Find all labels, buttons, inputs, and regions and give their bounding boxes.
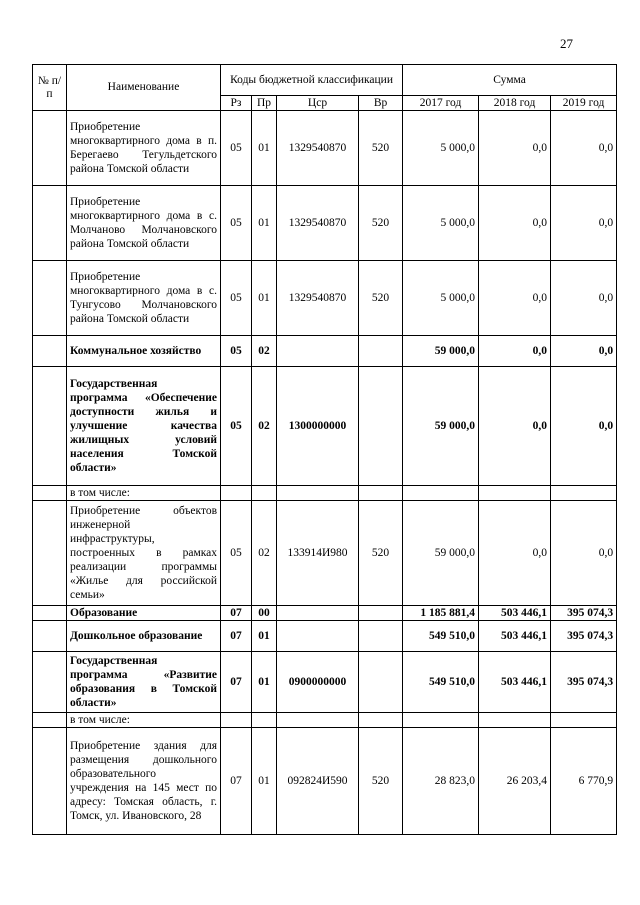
row-csr: 1300000000 (277, 367, 359, 486)
row-csr: 1329540870 (277, 261, 359, 336)
row-rz: 07 (221, 606, 252, 621)
row-sum-2019: 0,0 (551, 336, 617, 367)
row-rz: 05 (221, 186, 252, 261)
row-num (33, 713, 67, 728)
row-sum-2017 (403, 486, 479, 501)
row-name: Государственная программа «Обеспечение доступности жилья и улучшение качества жилищных условий населения Томской области» (67, 367, 221, 486)
row-pr: 01 (252, 111, 277, 186)
row-pr: 00 (252, 606, 277, 621)
table-row (33, 501, 617, 606)
row-pr: 01 (252, 261, 277, 336)
header-num: № п/п (33, 65, 67, 111)
row-num (33, 501, 67, 606)
row-num (33, 606, 67, 621)
row-sum-2019: 0,0 (551, 261, 617, 336)
header-2019: 2019 год (551, 96, 617, 111)
row-csr: 092824И590 (277, 728, 359, 835)
row-sum-2017: 5 000,0 (403, 186, 479, 261)
header-name: Наименование (67, 65, 221, 111)
row-sum-2018: 0,0 (479, 186, 551, 261)
row-csr (277, 336, 359, 367)
row-rz: 05 (221, 367, 252, 486)
page-number: 27 (560, 36, 573, 51)
row-sum-2019: 0,0 (551, 111, 617, 186)
row-rz: 07 (221, 652, 252, 713)
header-pr: Пр (252, 96, 277, 111)
table-row (33, 367, 617, 486)
row-num (33, 336, 67, 367)
row-sum-2017: 549 510,0 (403, 652, 479, 713)
row-name: Приобретение объектов инженерной инфраструктуры, построенных в рамках реализации программы «Жилье для российской семьи» (67, 501, 221, 606)
table-row (33, 652, 617, 713)
row-sum-2019: 395 074,3 (551, 652, 617, 713)
row-rz: 05 (221, 261, 252, 336)
budget-table (32, 64, 617, 835)
row-csr: 133914И980 (277, 501, 359, 606)
row-sum-2018: 0,0 (479, 111, 551, 186)
row-pr: 02 (252, 336, 277, 367)
row-sum-2018: 0,0 (479, 501, 551, 606)
row-sum-2019: 0,0 (551, 367, 617, 486)
row-vr (359, 336, 403, 367)
row-sum-2018 (479, 713, 551, 728)
row-sum-2018: 503 446,1 (479, 652, 551, 713)
row-vr: 520 (359, 728, 403, 835)
row-sum-2017: 549 510,0 (403, 621, 479, 652)
row-name: Приобретение многоквартирного дома в с. Тунгусово Молчановского района Томской области (67, 261, 221, 336)
row-num (33, 261, 67, 336)
row-csr (277, 606, 359, 621)
row-sum-2019: 0,0 (551, 186, 617, 261)
row-sum-2017: 5 000,0 (403, 111, 479, 186)
row-sum-2019: 0,0 (551, 501, 617, 606)
row-name: Приобретение многоквартирного дома в с. Молчаново Молчановского района Томской области (67, 186, 221, 261)
table-row (33, 621, 617, 652)
row-vr (359, 713, 403, 728)
row-sum-2017: 5 000,0 (403, 261, 479, 336)
row-vr: 520 (359, 186, 403, 261)
table-row (33, 111, 617, 186)
row-csr (277, 486, 359, 501)
row-sum-2018 (479, 486, 551, 501)
row-csr (277, 621, 359, 652)
row-name: Образование (67, 606, 221, 621)
row-pr: 02 (252, 367, 277, 486)
row-name: Государственная программа «Развитие образования в Томской области» (67, 652, 221, 713)
row-csr: 0900000000 (277, 652, 359, 713)
row-pr (252, 713, 277, 728)
row-vr (359, 652, 403, 713)
row-sum-2018: 503 446,1 (479, 606, 551, 621)
row-sum-2019: 395 074,3 (551, 621, 617, 652)
row-rz: 05 (221, 336, 252, 367)
row-name: Приобретение здания для размещения дошкольного образовательного учреждения на 145 мест по адресу: Томская область, г. Томск, ул. Ивановского, 28 (67, 728, 221, 835)
row-rz (221, 486, 252, 501)
row-vr: 520 (359, 501, 403, 606)
header-2018: 2018 год (479, 96, 551, 111)
row-sum-2018: 26 203,4 (479, 728, 551, 835)
row-sum-2018: 0,0 (479, 367, 551, 486)
row-num (33, 728, 67, 835)
row-num (33, 111, 67, 186)
row-sum-2017: 1 185 881,4 (403, 606, 479, 621)
row-vr (359, 367, 403, 486)
table-row (33, 486, 617, 501)
row-rz: 07 (221, 728, 252, 835)
row-vr (359, 606, 403, 621)
row-vr (359, 486, 403, 501)
row-name: Коммунальное хозяйство (67, 336, 221, 367)
row-sum-2017: 59 000,0 (403, 367, 479, 486)
row-sum-2018: 0,0 (479, 336, 551, 367)
row-sum-2019: 6 770,9 (551, 728, 617, 835)
table-row (33, 606, 617, 621)
row-sum-2018: 503 446,1 (479, 621, 551, 652)
row-sum-2017: 59 000,0 (403, 336, 479, 367)
row-csr: 1329540870 (277, 111, 359, 186)
row-vr: 520 (359, 111, 403, 186)
row-num (33, 186, 67, 261)
row-sum-2017: 28 823,0 (403, 728, 479, 835)
row-rz: 05 (221, 111, 252, 186)
row-num (33, 652, 67, 713)
table-row (33, 713, 617, 728)
row-rz: 05 (221, 501, 252, 606)
row-pr (252, 486, 277, 501)
row-sum-2018: 0,0 (479, 261, 551, 336)
header-codes: Коды бюджетной классификации (221, 65, 403, 96)
row-pr: 02 (252, 501, 277, 606)
header-sum: Сумма (403, 65, 617, 96)
table-row (33, 728, 617, 835)
row-sum-2017 (403, 713, 479, 728)
table-row (33, 186, 617, 261)
header-rz: Рз (221, 96, 252, 111)
row-num (33, 621, 67, 652)
row-vr (359, 621, 403, 652)
header-vr: Вр (359, 96, 403, 111)
row-vr: 520 (359, 261, 403, 336)
row-csr (277, 713, 359, 728)
row-num (33, 486, 67, 501)
row-pr: 01 (252, 186, 277, 261)
table-row (33, 336, 617, 367)
row-sum-2019 (551, 713, 617, 728)
row-name: Дошкольное образование (67, 621, 221, 652)
row-rz (221, 713, 252, 728)
row-sum-2019 (551, 486, 617, 501)
header-csr: Цср (277, 96, 359, 111)
row-pr: 01 (252, 621, 277, 652)
row-name: Приобретение многоквартирного дома в п. Берегаево Тегульдетского района Томской области (67, 111, 221, 186)
row-sum-2019: 395 074,3 (551, 606, 617, 621)
table-body (33, 111, 617, 835)
header-2017: 2017 год (403, 96, 479, 111)
row-pr: 01 (252, 728, 277, 835)
row-csr: 1329540870 (277, 186, 359, 261)
row-num (33, 367, 67, 486)
row-pr: 01 (252, 652, 277, 713)
row-rz: 07 (221, 621, 252, 652)
row-name: в том числе: (67, 486, 221, 501)
header-row-1 (33, 65, 617, 96)
table-row (33, 261, 617, 336)
row-name: в том числе: (67, 713, 221, 728)
row-sum-2017: 59 000,0 (403, 501, 479, 606)
